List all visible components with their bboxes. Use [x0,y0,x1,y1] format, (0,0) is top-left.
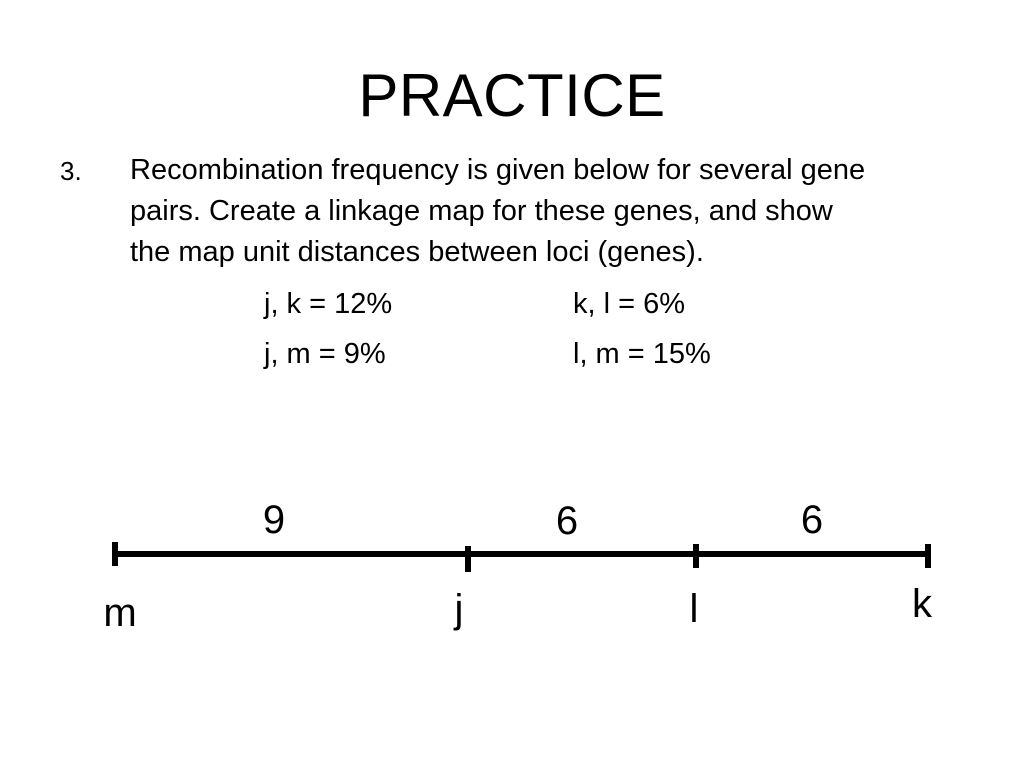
locus-label-k: k [912,582,932,626]
frequency-kl: k, l = 6% [573,288,686,320]
locus-label-l: l [689,587,699,631]
slide-title: PRACTICE [358,62,666,129]
frequency-jk: j, k = 12% [264,288,393,320]
question-line-1: Recombination frequency is given below for several gene [130,154,866,186]
distance-label: 6 [555,499,579,543]
linkage-map-layer [103,498,933,635]
locus-label-m: m [103,591,137,635]
locus-label-j: j [454,587,464,631]
distance-label: 9 [262,498,286,542]
distance-label: 6 [800,498,824,542]
frequency-jm: j, m = 9% [264,338,386,370]
question-line-3: the map unit distances between loci (genes). [130,236,704,268]
question-line-2: pairs. Create a linkage map for these genes, and show [130,195,833,227]
frequency-lm: l, m = 15% [573,338,711,370]
question-number: 3. [60,156,82,186]
